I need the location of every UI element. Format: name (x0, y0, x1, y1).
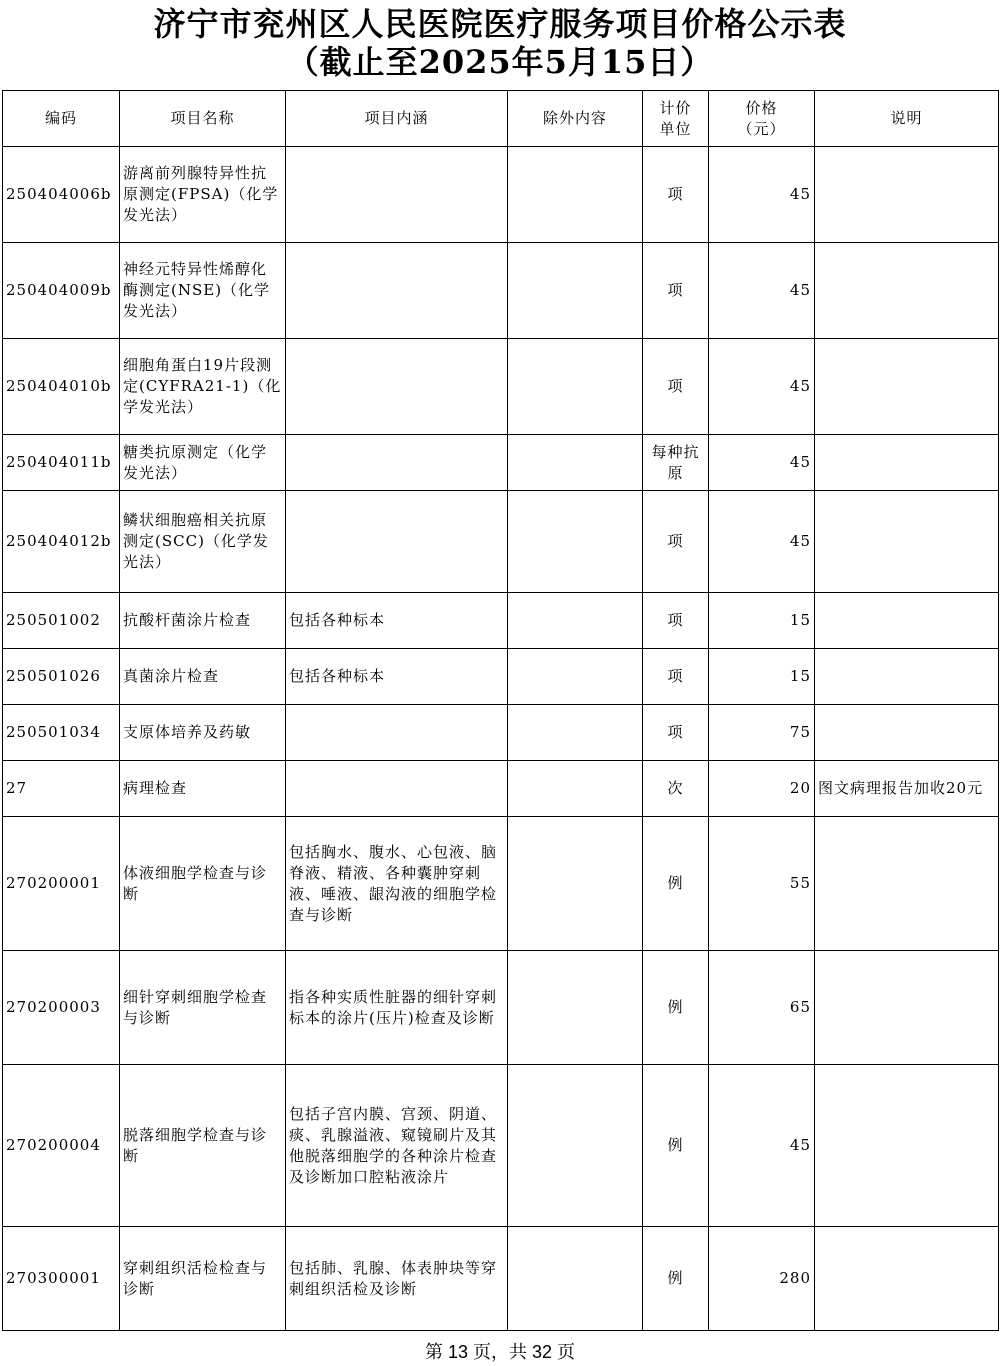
header-unit-line2: 单位 (659, 119, 692, 138)
cell-code: 27 (3, 761, 120, 817)
cell-name: 体液细胞学检查与诊断 (120, 817, 286, 951)
cell-exclusions (508, 1227, 643, 1331)
cell-price: 45 (709, 435, 815, 491)
header-price-line2: （元） (737, 119, 786, 138)
cell-code: 270200003 (3, 951, 120, 1065)
cell-code: 270300001 (3, 1227, 120, 1331)
cell-name: 细针穿刺细胞学检查与诊断 (120, 951, 286, 1065)
cell-code: 250404006b (3, 147, 120, 243)
table-row (3, 761, 999, 817)
cell-content (286, 339, 508, 435)
cell-unit: 例 (643, 817, 709, 951)
cell-unit: 项 (643, 491, 709, 593)
table-row (3, 147, 999, 243)
cell-exclusions (508, 1065, 643, 1227)
cell-exclusions (508, 435, 643, 491)
cell-content (286, 243, 508, 339)
cell-code: 250404010b (3, 339, 120, 435)
cell-content: 包括各种标本 (286, 593, 508, 649)
cell-unit: 项 (643, 243, 709, 339)
cell-price: 45 (709, 147, 815, 243)
header-name: 项目名称 (120, 91, 286, 147)
cell-price: 55 (709, 817, 815, 951)
table-row (3, 1227, 999, 1331)
table-row (3, 817, 999, 951)
cell-unit: 例 (643, 1227, 709, 1331)
cell-note (815, 435, 999, 491)
cell-exclusions (508, 491, 643, 593)
header-code: 编码 (3, 91, 120, 147)
cell-content: 包括各种标本 (286, 649, 508, 705)
cell-price: 65 (709, 951, 815, 1065)
cell-price: 45 (709, 1065, 815, 1227)
cell-content (286, 147, 508, 243)
cell-note: 图文病理报告加收20元 (815, 761, 999, 817)
cell-name: 游离前列腺特异性抗原测定(FPSA)（化学发光法） (120, 147, 286, 243)
cell-name: 抗酸杆菌涂片检查 (120, 593, 286, 649)
cell-note (815, 951, 999, 1065)
cell-exclusions (508, 339, 643, 435)
header-price (709, 91, 815, 147)
cell-code: 250501026 (3, 649, 120, 705)
cell-unit: 项 (643, 339, 709, 435)
cell-price: 15 (709, 593, 815, 649)
table-row (3, 593, 999, 649)
cell-content (286, 491, 508, 593)
cell-name: 细胞角蛋白19片段测定(CYFRA21-1)（化学发光法） (120, 339, 286, 435)
cell-note (815, 593, 999, 649)
cell-price: 15 (709, 649, 815, 705)
cell-price: 45 (709, 339, 815, 435)
cell-content (286, 705, 508, 761)
cell-exclusions (508, 243, 643, 339)
page-number-footer: 第 13 页，共 32 页 (424, 1342, 576, 1362)
cell-content: 包括胸水、腹水、心包液、脑脊液、精液、各种囊肿穿刺液、唾液、龈沟液的细胞学检查与诊断 (286, 817, 508, 951)
header-unit (643, 91, 709, 147)
table-row (3, 339, 999, 435)
cell-content: 包括子宫内膜、宫颈、阴道、痰、乳腺溢液、窥镜刷片及其他脱落细胞学的各种涂片检查及诊断加口腔粘液涂片 (286, 1065, 508, 1227)
cell-price: 280 (709, 1227, 815, 1331)
table-row (3, 705, 999, 761)
cell-unit: 例 (643, 1065, 709, 1227)
table-row (3, 243, 999, 339)
cell-unit: 项 (643, 147, 709, 243)
cell-note (815, 649, 999, 705)
cell-note (815, 243, 999, 339)
cell-name: 糖类抗原测定（化学发光法） (120, 435, 286, 491)
cell-unit: 次 (643, 761, 709, 817)
cell-unit: 项 (643, 705, 709, 761)
cell-exclusions (508, 593, 643, 649)
cell-unit: 每种抗原 (643, 435, 709, 491)
cell-code: 250404011b (3, 435, 120, 491)
price-table (2, 90, 999, 1331)
cell-unit: 项 (643, 649, 709, 705)
cell-name: 鳞状细胞癌相关抗原测定(SCC)（化学发光法） (120, 491, 286, 593)
cell-exclusions (508, 649, 643, 705)
cell-price: 45 (709, 243, 815, 339)
header-row (3, 91, 999, 147)
cell-note (815, 147, 999, 243)
cell-note (815, 339, 999, 435)
cell-note (815, 705, 999, 761)
cell-note (815, 817, 999, 951)
table-row (3, 951, 999, 1065)
cell-code: 270200001 (3, 817, 120, 951)
table-row (3, 491, 999, 593)
cell-content: 包括肺、乳腺、体表肿块等穿刺组织活检及诊断 (286, 1227, 508, 1331)
table-row (3, 1065, 999, 1227)
cell-name: 病理检查 (120, 761, 286, 817)
cell-exclusions (508, 761, 643, 817)
header-content: 项目内涵 (286, 91, 508, 147)
cell-content (286, 435, 508, 491)
header-exclusions: 除外内容 (508, 91, 643, 147)
page-subtitle-date: （截止至2025年5月15日） (286, 43, 714, 81)
cell-exclusions (508, 147, 643, 243)
cell-name: 脱落细胞学检查与诊断 (120, 1065, 286, 1227)
cell-price: 45 (709, 491, 815, 593)
header-unit-line1: 计价 (659, 98, 692, 117)
cell-code: 250501034 (3, 705, 120, 761)
cell-code: 250501002 (3, 593, 120, 649)
cell-note (815, 491, 999, 593)
cell-exclusions (508, 951, 643, 1065)
cell-note (815, 1065, 999, 1227)
cell-name: 神经元特异性烯醇化酶测定(NSE)（化学发光法） (120, 243, 286, 339)
cell-price: 75 (709, 705, 815, 761)
cell-note (815, 1227, 999, 1331)
cell-exclusions (508, 817, 643, 951)
header-note: 说明 (815, 91, 999, 147)
cell-name: 穿刺组织活检检查与诊断 (120, 1227, 286, 1331)
cell-code: 270200004 (3, 1065, 120, 1227)
table-row (3, 649, 999, 705)
cell-code: 250404012b (3, 491, 120, 593)
cell-unit: 项 (643, 593, 709, 649)
cell-unit: 例 (643, 951, 709, 1065)
table-row (3, 435, 999, 491)
cell-exclusions (508, 705, 643, 761)
cell-content: 指各种实质性脏器的细针穿刺标本的涂片(压片)检查及诊断 (286, 951, 508, 1065)
cell-price: 20 (709, 761, 815, 817)
page-title: 济宁市兖州区人民医院医疗服务项目价格公示表 (153, 5, 847, 43)
header-price-line1: 价格 (745, 98, 778, 117)
cell-name: 真菌涂片检查 (120, 649, 286, 705)
cell-name: 支原体培养及药敏 (120, 705, 286, 761)
cell-content (286, 761, 508, 817)
cell-code: 250404009b (3, 243, 120, 339)
